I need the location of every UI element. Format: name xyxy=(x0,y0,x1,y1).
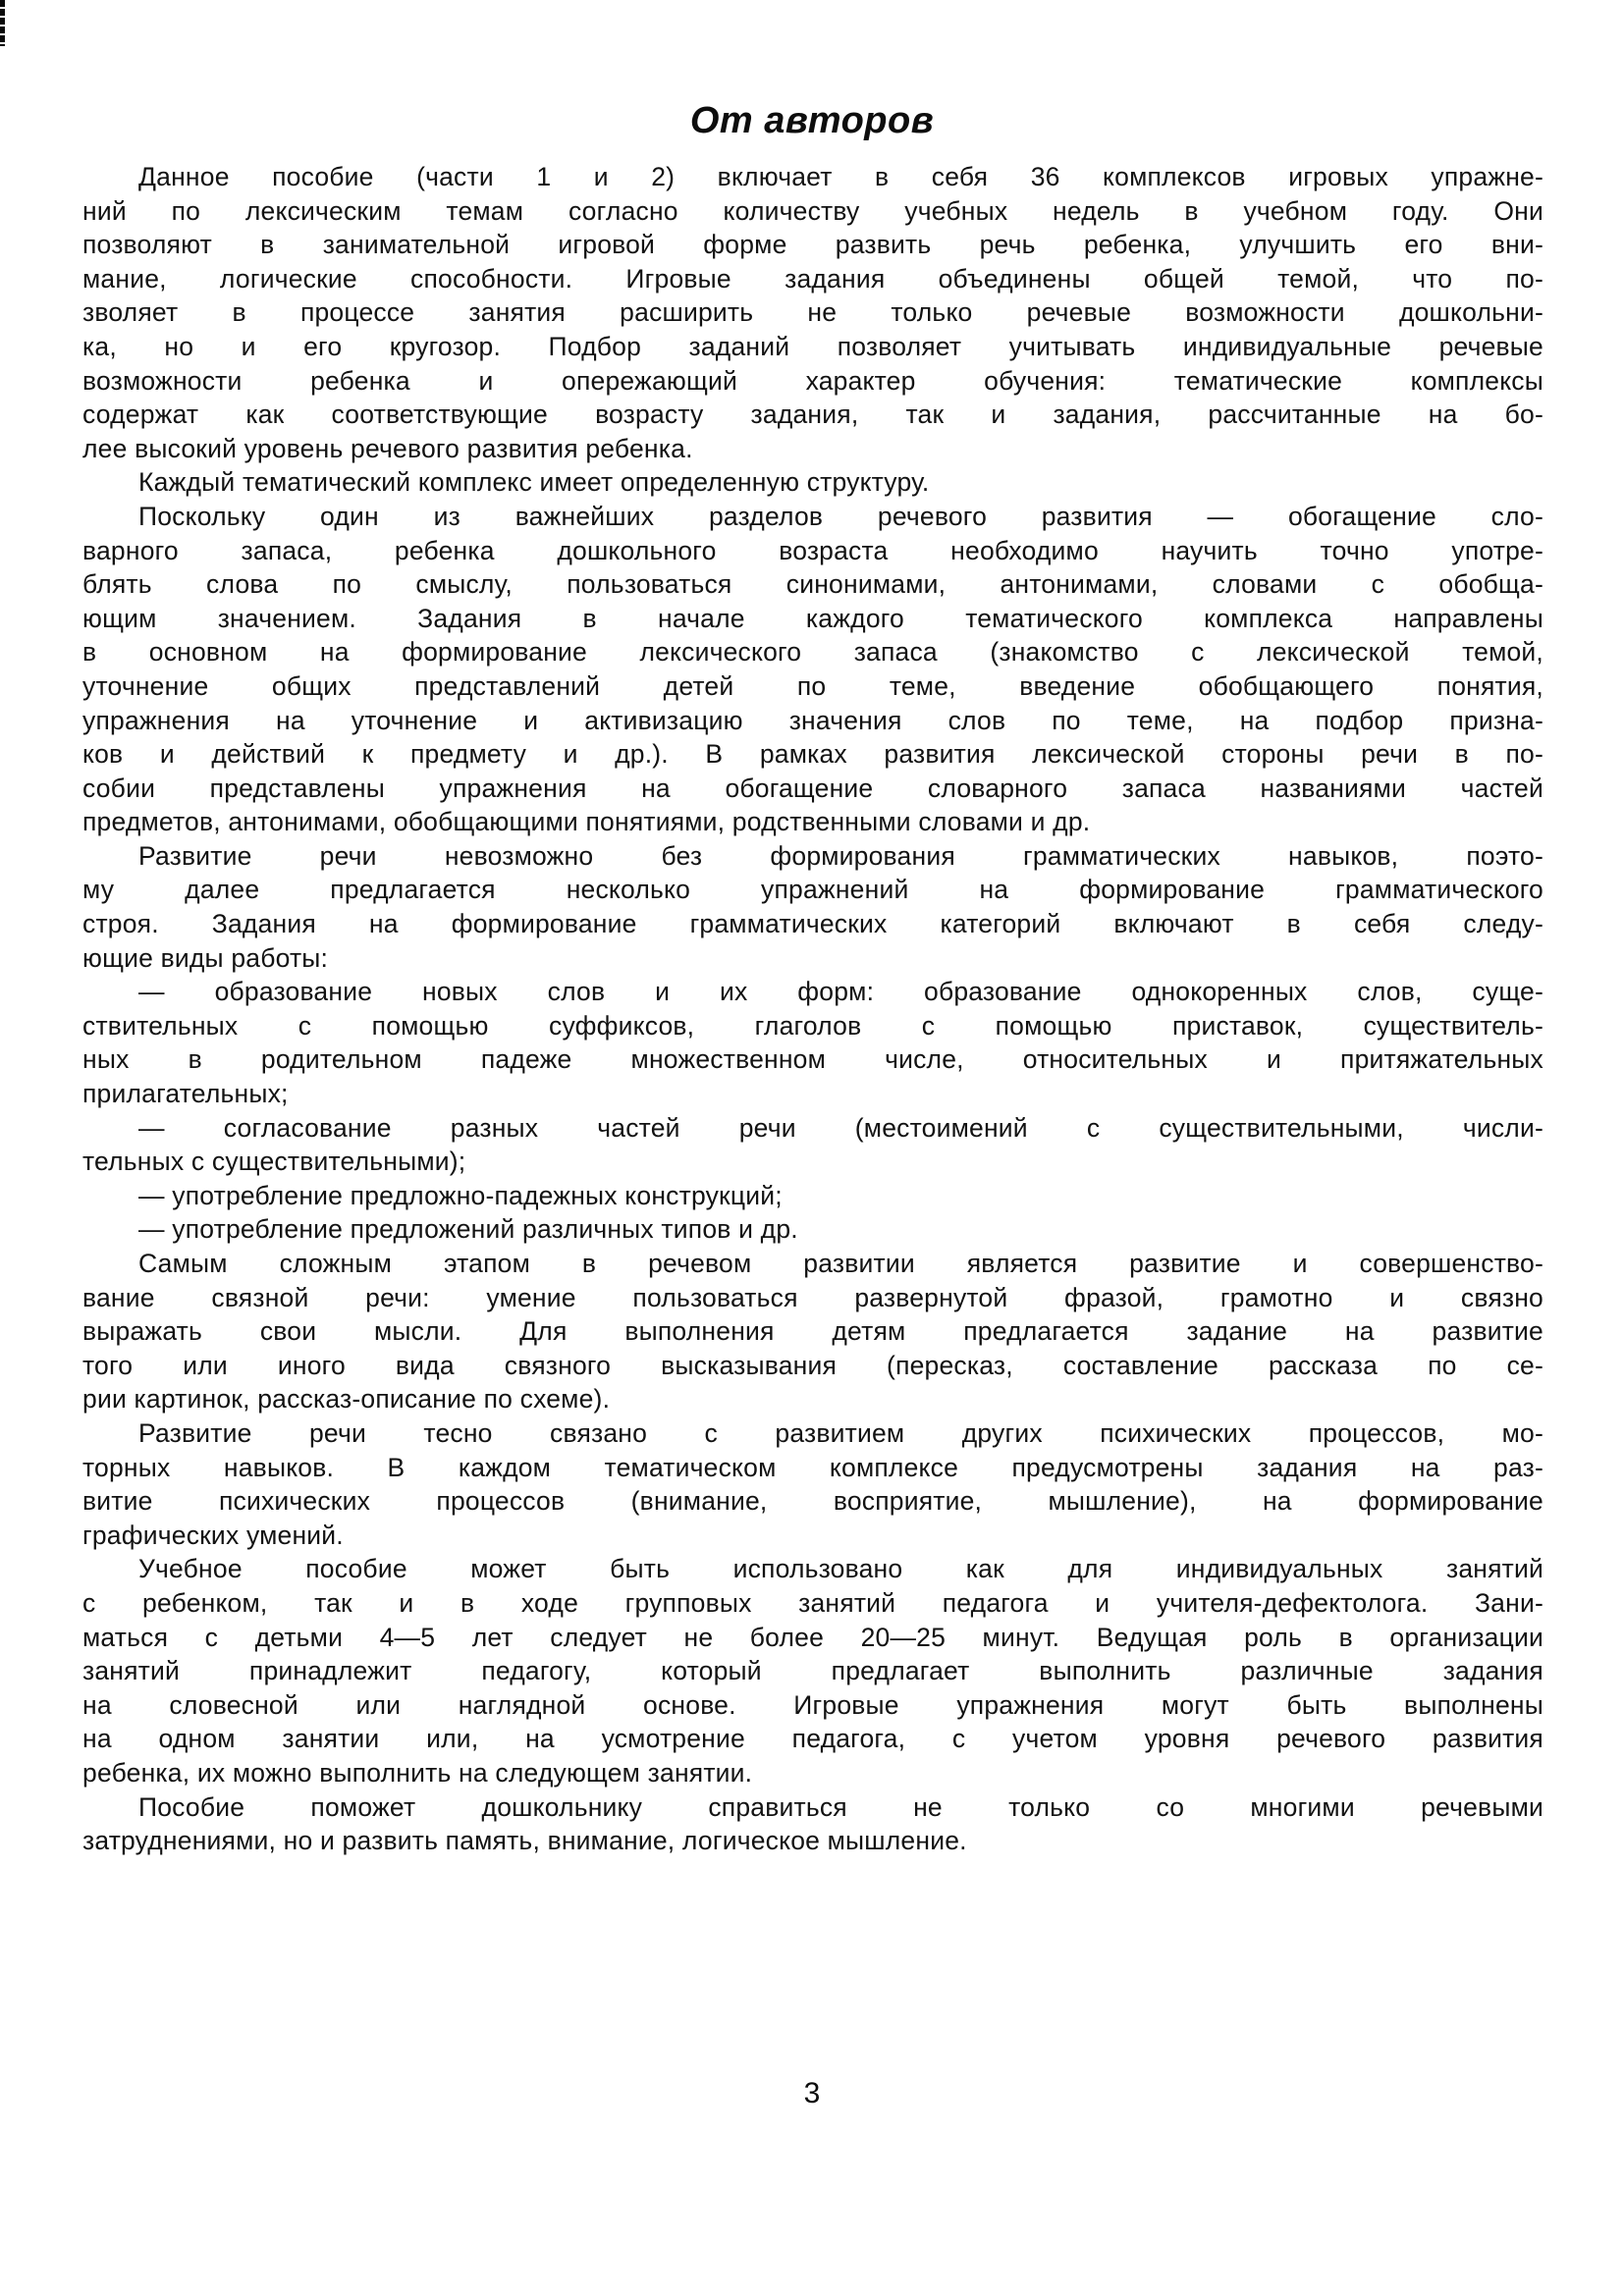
text-line: ющие виды работы: xyxy=(82,942,329,973)
scan-edge-artifact xyxy=(0,0,5,46)
text-line: Поскольку один из важнейших разделов речевого развития — обогащение сло- xyxy=(138,501,1543,531)
text-line: того или иного вида связного высказывания (пересказ, составление рассказа по се- xyxy=(82,1350,1543,1380)
text-line: Пособие поможет дошкольнику справиться не только со многими речевыми xyxy=(138,1791,1543,1822)
paragraph xyxy=(82,465,1543,500)
text-line: упражнения на уточнение и активизацию значения слов по теме, на подбор призна- xyxy=(82,705,1543,735)
text-line: на словесной или наглядной основе. Игровые упражнения могут быть выполнены xyxy=(82,1689,1543,1720)
text-line: ребенка, их можно выполнить на следующем занятии. xyxy=(82,1757,753,1788)
text-line: мание, логические способности. Игровые задания объединены общей темой, что по- xyxy=(82,263,1543,294)
text-line: уточнение общих представлений детей по теме, введение обобщающего понятия, xyxy=(82,670,1543,701)
paragraph xyxy=(82,1212,1543,1247)
text-line: возможности ребенка и опережающий характер обучения: тематические комплексы xyxy=(82,365,1543,396)
text-line: ствительных с помощью суффиксов, глаголов с помощью приставок, существитель- xyxy=(82,1010,1543,1041)
text-block xyxy=(82,160,1543,1858)
text-line: вание связной речи: умение пользоваться развернутой фразой, грамотно и связно xyxy=(82,1282,1543,1312)
text-line: собии представлены упражнения на обогащение словарного запаса названиями частей xyxy=(82,773,1543,803)
text-line: варного запаса, ребенка дошкольного возраста необходимо научить точно употре- xyxy=(82,535,1543,565)
text-line: ющим значением. Задания в начале каждого тематического комплекса направлены xyxy=(82,603,1543,633)
text-line: ний по лексическим темам согласно количеству учебных недель в учебном году. Они xyxy=(82,195,1543,226)
text-line: Развитие речи невозможно без формирования грамматических навыков, поэто- xyxy=(138,840,1543,871)
paragraph xyxy=(82,1179,1543,1213)
text-line: — образование новых слов и их форм: образование однокоренных слов, суще- xyxy=(138,977,1543,1007)
text-line: затруднениями, но и развить память, внимание, логическое мышление. xyxy=(82,1826,967,1856)
text-line: ков и действий к предмету и др.). В рамках развития лексической стороны речи в по- xyxy=(82,739,1543,770)
text-line: рии картинок, рассказ-описание по схеме). xyxy=(82,1384,611,1415)
text-line: предметов, антонимами, обобщающими понятиями, родственными словами и др. xyxy=(82,807,1091,837)
paragraph xyxy=(82,160,1543,465)
text-line: графических умений. xyxy=(82,1520,344,1550)
text-line: ных в родительном падеже множественном числе, относительных и притяжательных xyxy=(82,1044,1543,1075)
text-line: ка, но и его кругозор. Подбор заданий позволяет учитывать индивидуальные речевые xyxy=(82,331,1543,361)
text-line: строя. Задания на формирование грамматических категорий включают в себя следу- xyxy=(82,909,1543,939)
text-line: — согласование разных частей речи (местоимений с существительными, числи- xyxy=(138,1112,1543,1143)
text-line: Данное пособие (части 1 и 2) включает в себя 36 комплексов игровых упражне- xyxy=(138,162,1543,191)
paragraph xyxy=(82,1111,1543,1179)
text-line: витие психических процессов (внимание, восприятие, мышление), на формирование xyxy=(82,1486,1543,1517)
text-line: торных навыков. В каждом тематическом комплексе предусмотрены задания на раз- xyxy=(82,1452,1543,1482)
paragraph xyxy=(82,1790,1543,1858)
text-line: Каждый тематический комплекс имеет определенную структуру. xyxy=(138,467,930,498)
page-number: 3 xyxy=(803,2077,821,2109)
text-line: зволяет в процессе занятия расширить не только речевые возможности дошкольни- xyxy=(82,297,1543,328)
text-line: занятий принадлежит педагогу, который предлагает выполнить различные задания xyxy=(82,1656,1543,1686)
text-line: Учебное пособие может быть использовано как для индивидуальных занятий xyxy=(138,1554,1543,1584)
text-line: Развитие речи тесно связано с развитием других психических процессов, мо- xyxy=(138,1417,1543,1448)
text-line: выражать свои мысли. Для выполнения детям предлагается задание на развитие xyxy=(82,1316,1543,1347)
text-line: прилагательных; xyxy=(82,1079,289,1109)
paragraph xyxy=(82,500,1543,839)
paragraph xyxy=(82,1552,1543,1789)
text-line: в основном на формирование лексического запаса (знакомство с лексической темой, xyxy=(82,637,1543,667)
text-line: позволяют в занимательной игровой форме развить речь ребенка, улучшить его вни- xyxy=(82,230,1543,260)
paragraph xyxy=(82,1416,1543,1552)
page-title: От авторов xyxy=(689,100,935,141)
text-line: Самым сложным этапом в речевом развитии является развитие и совершенство- xyxy=(138,1249,1543,1278)
text-line: маться с детьми 4—5 лет следует не более 20—25 минут. Ведущая роль в организации xyxy=(82,1622,1543,1652)
text-line: му далее предлагается несколько упражнений на формирование грамматического xyxy=(82,875,1543,905)
text-line: блять слова по смыслу, пользоваться синонимами, антонимами, словами с обобща- xyxy=(82,569,1543,600)
text-line: содержат как соответствующие возрасту задания, так и задания, рассчитанные на бо- xyxy=(82,400,1543,430)
text-line: — употребление предложений различных типов и др. xyxy=(138,1214,798,1245)
text-line: с ребенком, так и в ходе групповых занятий педагога и учителя-дефектолога. Зани- xyxy=(82,1587,1543,1618)
text-line: на одном занятии или, на усмотрение педагога, с учетом уровня речевого развития xyxy=(82,1724,1543,1754)
paragraph xyxy=(82,839,1543,975)
text-line: тельных с существительными); xyxy=(82,1147,466,1177)
paragraph xyxy=(82,975,1543,1110)
text-line: — употребление предложно-падежных конструкций; xyxy=(138,1180,783,1210)
paragraph xyxy=(82,1247,1543,1416)
text-line: лее высокий уровень речевого развития ребенка. xyxy=(82,433,693,463)
